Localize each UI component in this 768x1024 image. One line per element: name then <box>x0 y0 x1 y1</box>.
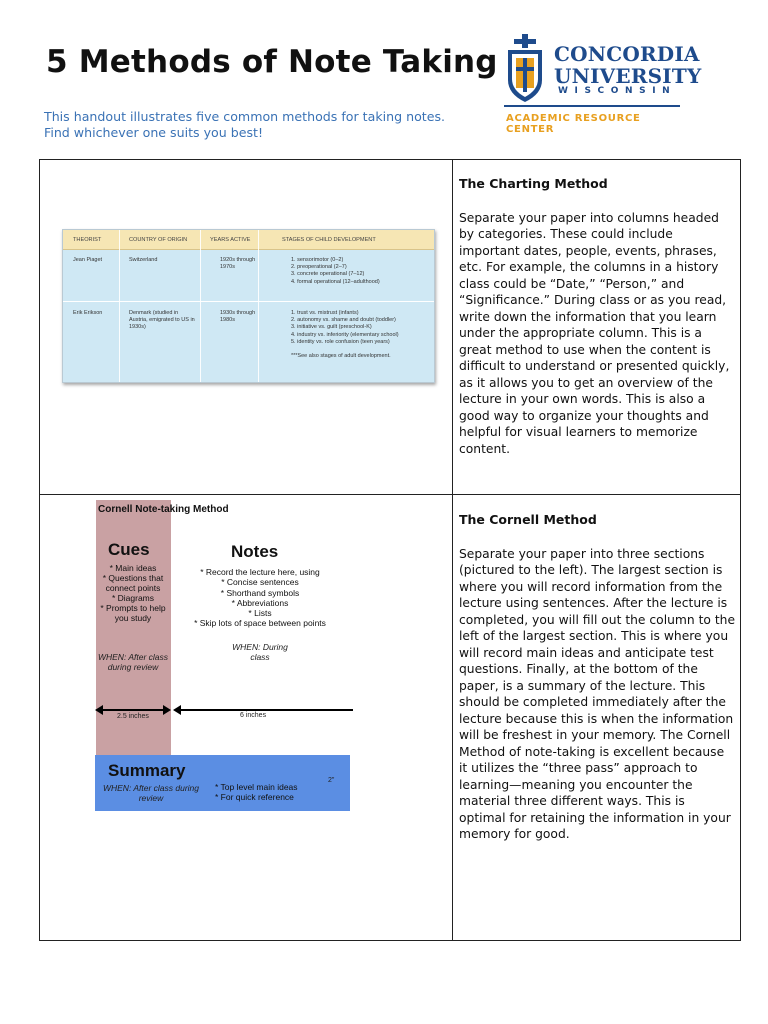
cues-width-label: 2.5 inches <box>117 713 149 720</box>
chart-stage: 1. trust vs. mistrust (infants) <box>291 310 359 316</box>
chart-cell-country: Switzerland <box>129 257 158 263</box>
chart-cell-years: 1930s through 1980s <box>220 310 256 324</box>
summary-item: * For quick reference <box>215 792 294 802</box>
chart-header-stages: STAGES OF CHILD DEVELOPMENT <box>282 237 376 243</box>
chart-col-line <box>258 230 259 382</box>
chart-cell-stages <box>291 310 399 360</box>
cues-item: * Diagrams <box>111 593 155 603</box>
chart-cell-stages <box>291 257 380 286</box>
charting-body: Separate your paper into columns headed by categories. These could include important dates, people, events, phrases, etc. For example, the columns in a history class could be “Date,” “Person,” and “Significance.” During class or as you read, write down the information that you learn under the appropriate column. This is a great method to use when the content is difficult to understand or presented quickly, as it allows you to get an overview of the lecture in your own words. This is also a good way to organize your thoughts and helpful for visual learners to memorize content. <box>459 210 730 456</box>
logo-wisconsin: WISCONSIN <box>558 86 677 96</box>
logo-subtitle: ACADEMIC RESOURCE CENTER <box>506 113 641 135</box>
chart-header-theorist: THEORIST <box>73 237 102 243</box>
summary-when: WHEN: After class during review <box>102 783 200 803</box>
shield-cross-icon <box>502 34 552 106</box>
intro-line-2: Find whichever one suits you best! <box>44 125 264 140</box>
chart-stage: 5. identity vs. role confusion (teen years) <box>291 338 390 345</box>
table-column-divider <box>452 160 453 940</box>
chart-stage: 3. initiative vs. guilt (preschool-K) <box>291 324 372 331</box>
chart-cell-theorist: Jean Piaget <box>73 257 103 263</box>
chart-cell-country: Denmark (studied in Austria, emigrated to US in 1930s) <box>129 310 195 331</box>
methods-table <box>39 159 741 941</box>
table-row-divider <box>40 494 740 495</box>
cornell-heading: The Cornell Method <box>459 512 597 527</box>
chart-header-years: YEARS ACTIVE <box>210 237 251 243</box>
chart-header-country: COUNTRY OF ORIGIN <box>129 237 188 243</box>
cues-when: WHEN: After class during review <box>97 652 169 672</box>
logo-concordia: CONCORDIA <box>554 42 700 66</box>
notes-item: * Shorthand symbols <box>220 587 300 598</box>
cornell-image-title: Cornell Note-taking Method <box>98 504 229 515</box>
notes-item: * Abbreviations <box>231 597 289 608</box>
charting-example-image <box>62 229 435 383</box>
page-title: 5 Methods of Note Taking <box>46 44 498 80</box>
chart-stage: 2. autonomy vs. shame and doubt (toddler) <box>291 317 396 324</box>
chart-stage: 3. concrete operational (7–12) <box>291 271 365 278</box>
charting-heading: The Charting Method <box>459 176 608 191</box>
chart-stage: 4. formal operational (12–adulthood) <box>291 278 380 285</box>
notes-item: * Concise sentences <box>221 577 299 588</box>
chart-stage: 1. sensorimotor (0–2) <box>291 257 344 263</box>
chart-stage: 2. preoperational (2–7) <box>291 264 347 271</box>
chart-col-line <box>200 230 201 382</box>
notes-item: * Skip lots of space between points <box>194 618 326 629</box>
concordia-logo <box>502 34 702 135</box>
cornell-body: Separate your paper into three sections (pictured to the left). The largest section is where you will record information from the lecture using sentences. After the lecture is completed, you will fill out the column to the left of the largest section. This is where you will record main ideas and anticipate test questions. Finally, at the bottom of the paper, is a summary of the lecture. This should be completed immediately after the lecture because this is when the information will be freshest in your memory. The Cornell Method of note-taking is excellent because it utilizes the “three pass” approach to learning—meaning you encounter the material three different ways. This is optimal for retaining the information in your memory for good. <box>459 546 736 841</box>
chart-cell-years: 1920s through 1970s <box>220 257 256 271</box>
chart-stage: 4. industry vs. inferiority (elementary school) <box>291 331 399 338</box>
chart-col-line <box>119 230 120 382</box>
notes-title: Notes <box>231 542 279 561</box>
summary-title: Summary <box>108 761 186 780</box>
summary-item: * Top level main ideas <box>215 782 298 792</box>
charting-description <box>459 176 735 457</box>
intro-text <box>44 109 464 141</box>
logo-divider <box>504 105 680 107</box>
cornell-description <box>459 512 735 843</box>
notes-item: * Record the lecture here, using <box>200 567 320 577</box>
cornell-example-image <box>95 500 353 812</box>
cues-item: * Questions that connect points <box>102 573 164 593</box>
notes-width-label: 6 inches <box>240 712 267 719</box>
intro-line-1: This handout illustrates five common methods for taking notes. <box>44 109 446 124</box>
chart-cell-theorist: Erik Erikson <box>73 310 103 316</box>
cues-item: * Main ideas <box>109 563 157 573</box>
cues-item: * Prompts to help you study <box>100 603 166 623</box>
cues-title: Cues <box>108 540 150 559</box>
summary-list <box>215 782 325 802</box>
summary-height-label: 2" <box>328 777 335 784</box>
notes-when: WHEN: During class <box>232 642 288 662</box>
chart-note: ***See also stages of adult development. <box>291 353 391 360</box>
logo-university: UNIVERSITY <box>554 64 702 88</box>
chart-row-line <box>63 301 434 302</box>
notes-item: * Lists <box>248 608 272 619</box>
